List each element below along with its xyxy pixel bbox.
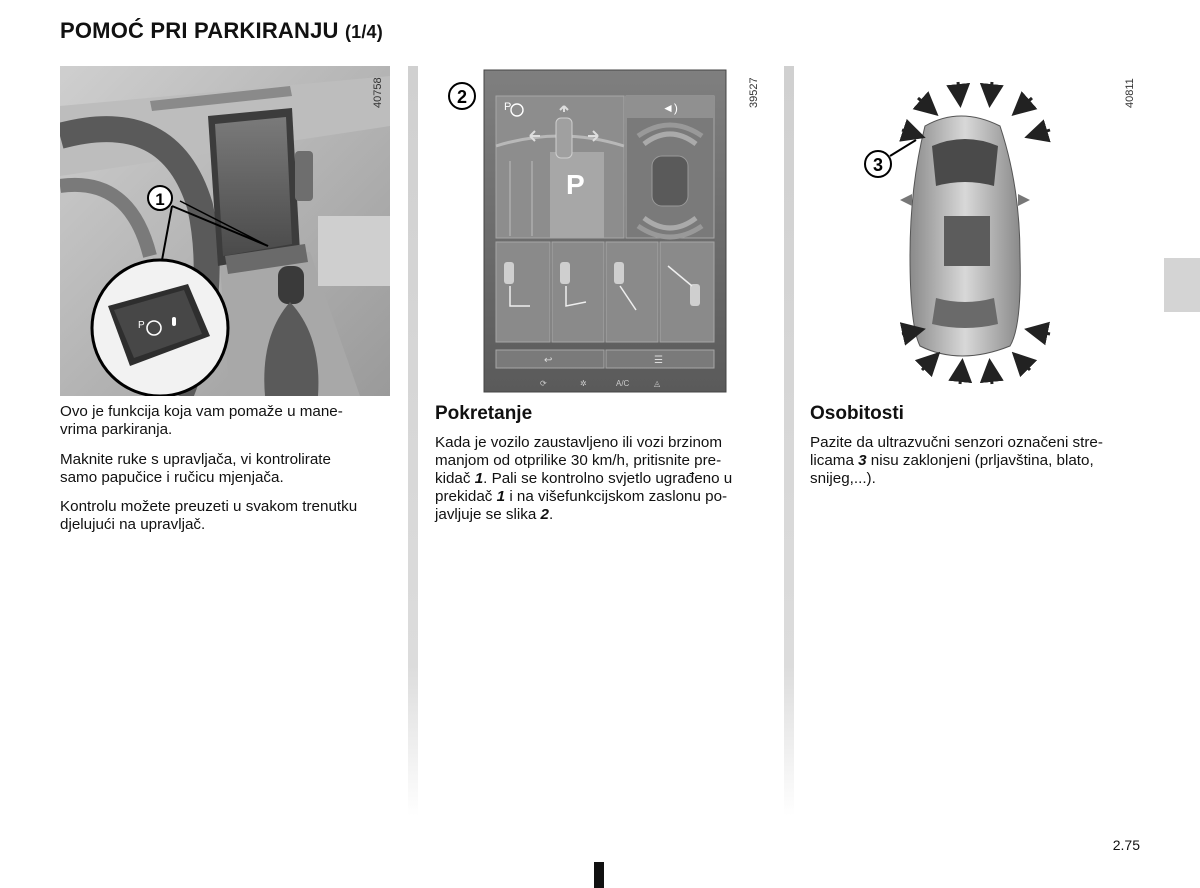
figure-screen [440,66,740,396]
car-top-illustration [810,66,1140,396]
fan-icon: ✲ [580,379,587,388]
paragraph-3: Kontrolu možete preuzeti u svakom trenutku djelujući na upravljač. [60,498,358,533]
paragraph-1: Ovo je funkcija koja vam pomaže u mane- vrima parkiranja. [60,403,343,438]
heading-pokretanje: Pokretanje [435,403,533,424]
title-main: POMOĆ PRI PARKIRANJU [60,18,339,43]
recirc-icon: ⟳ [540,379,547,388]
screen-illustration [440,66,740,396]
column-divider-left [408,66,418,816]
page-number: 2.75 [1112,837,1140,853]
svg-text:P: P [138,320,145,331]
chapter-tab [1164,258,1200,312]
bottom-marker [594,862,604,888]
figure-code-2: 39527 [748,77,760,108]
paragraph-2: Maknite ruke s upravljača, vi kontrolirate samo papučice i ručicu mjenjača. [60,451,331,486]
figure-code-1: 40758 [372,77,384,108]
dashboard-illustration [60,66,390,396]
figure-code-3: 40811 [1124,78,1136,108]
defrost-icon: ◬ [654,379,661,388]
ac-label: A/C [616,379,630,388]
callout-1: 1 [155,190,165,209]
figure-car-sensors [810,66,1140,396]
parking-letter: P [566,169,585,200]
callout-2: 2 [456,87,468,107]
figure-dashboard [60,66,390,396]
callout-3: 3 [872,155,884,175]
page-title [60,18,383,44]
paragraph-pokretanje: Kada je vozilo zaustavljeno ili vozi brzinom manjom od otprilike 30 km/h, pritisnite pre- kidač 1. Pali se kontrolno svjetlo ugrađeno u prekidač 1 i na višefunkcijskom zaslonu po- javljuje se slika 2. [435,434,733,523]
svg-text:P: P [504,101,512,113]
heading-osobitosti: Osobitosti [810,403,904,424]
menu-icon: ☰ [654,355,663,366]
speaker-icon: ◄) [662,101,678,115]
title-suffix: (1/4) [344,22,383,42]
column-divider-right [784,66,794,816]
paragraph-osobitosti: Pazite da ultrazvučni senzori označeni stre- licama 3 nisu zaklonjeni (prljavština, blato, snijeg,...). [810,434,1103,487]
back-icon: ↩ [544,355,553,366]
